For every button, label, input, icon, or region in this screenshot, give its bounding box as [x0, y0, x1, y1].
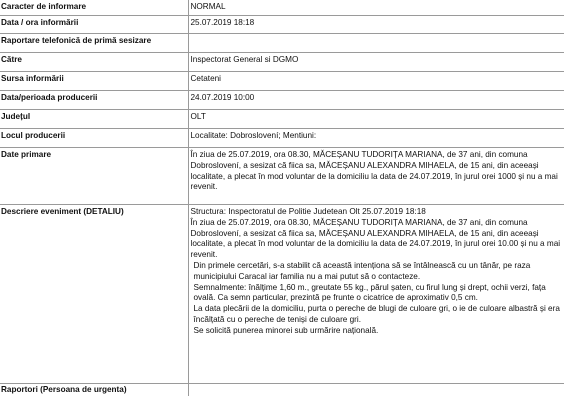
field-value: 24.07.2019 10:00 — [188, 91, 564, 110]
field-value: Inspectorat General si DGMO — [188, 53, 564, 72]
field-label: Data / ora informării — [0, 16, 188, 34]
descriere-structura: Structura: Inspectoratul de Politie Judetean Olt 25.07.2019 18:18 — [190, 207, 426, 216]
field-label: Raportori (Persoana de urgenta) — [0, 384, 188, 396]
descriere-paragraph: La data plecării de la domiciliu, purta o pereche de blugi de culoare gri, o ie de culoare albastră și era încălțată cu o pereche de teniși de culoare gri. — [193, 304, 560, 324]
table-row — [0, 91, 564, 110]
table-row — [0, 53, 564, 72]
table-row-descriere — [0, 205, 564, 384]
field-label: Data/perioada producerii — [0, 91, 188, 110]
field-value — [188, 34, 564, 53]
table-row — [0, 16, 564, 34]
table-row — [0, 34, 564, 53]
table-row-cut — [0, 384, 564, 396]
table-row — [0, 72, 564, 91]
field-value — [188, 384, 564, 396]
field-value: OLT — [188, 110, 564, 129]
descriere-paragraph: Din primele cercetări, s-a stabilit că această intenționa să se întâlnească cu un tânăr, pe raza municipiului Caracal iar familia nu a mai putut să o contacteze. — [193, 260, 531, 281]
field-label: Sursa informării — [0, 72, 188, 91]
field-value: Cetateni — [188, 72, 564, 91]
field-label: Județul — [0, 110, 188, 129]
field-value: Localitate: Dobroslovení; Mentiuni: — [188, 129, 564, 148]
table-row — [0, 110, 564, 129]
field-label: Către — [0, 53, 188, 72]
field-value: NORMAL — [188, 0, 564, 16]
field-label: Caracter de informare — [1, 2, 87, 11]
descriere-paragraph: În ziua de 25.07.2019, ora 08.30, MĂCEȘANU TUDORIȚA MARIANA, de 37 ani, din comuna Dobroslovení, a sesizat că fiica sa, MĂCEȘANU ALEXANDRA MIHAELA, de 15 ani, din aceeași localitate, a plecat în mod voluntar de la domiciliu la data de 24.07.2019, în jurul orei 10.00 și nu a mai revenit. — [190, 217, 561, 260]
field-label: Locul producerii — [0, 129, 188, 148]
field-label: Raportare telefonică de primă sesizare — [0, 34, 188, 53]
field-value: 25.07.2019 18:18 — [188, 16, 564, 34]
field-label: Descriere eveniment (DETALIU) — [0, 205, 188, 384]
table-row — [0, 0, 564, 16]
table-row — [0, 129, 564, 148]
descriere-paragraph: Se solicită punerea minorei sub urmărire națională. — [193, 325, 379, 335]
descriere-block — [188, 205, 564, 384]
descriere-paragraph: Semnalmente: înălțime 1,60 m., greutate 55 kg., părul șaten, cu firul lung și drept, ochii verzi, fața ovală. Ca semn particular, prezintă pe frunte o cicatrice de aproximativ 0,5 cm. — [193, 282, 546, 303]
date-primare-text: În ziua de 25.07.2019, ora 08.30, MĂCEȘANU TUDORIȚA MARIANA, de 37 ani, din comuna Dobroslovení, a sesizat că fiica sa, MĂCEȘANU ALEXANDRA MIHAELA, de 15 ani, din aceeași localitate, a plecat în mod voluntar de la domiciliu la data de 24.07.2019, în jurul orei 1000 și nu a mai revenit. — [188, 148, 564, 205]
field-label: Date primare — [0, 148, 188, 205]
table-row-date-primare — [0, 148, 564, 205]
